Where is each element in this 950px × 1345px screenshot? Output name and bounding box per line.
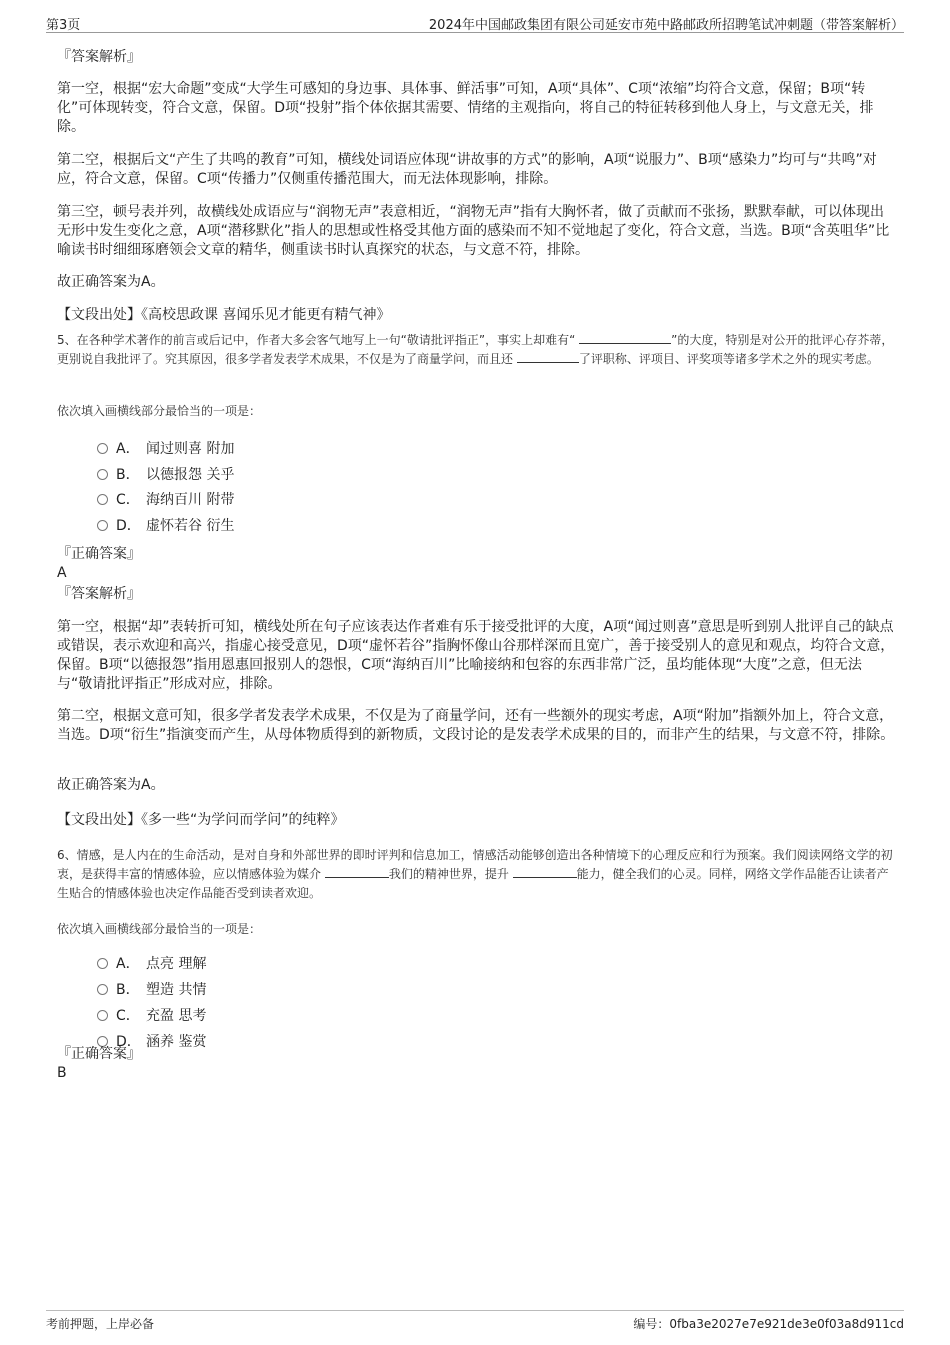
page-header [46, 14, 904, 33]
radio-icon[interactable] [97, 469, 108, 480]
q4-conclusion: 故正确答案为A。 [57, 274, 165, 290]
q5-option-d[interactable]: D． 虚怀若谷 衍生 [97, 517, 234, 535]
q4-analysis-p1: 第一空，根据“宏大命题”变成“大学生可感知的身边事、具体事、鲜活事”可知，A项“具体”、C项“浓缩”均符合文意，保留；B项“转化”可体现转变，符合文意，保留。D项“投射”指个体依据其需要、情绪的主观指向，将自己的特征转移到他人身上，与文意无关，排除。 [57, 81, 874, 135]
q6-blank-2 [513, 865, 577, 878]
radio-icon[interactable] [97, 1010, 108, 1021]
q5-question: 5、在各种学术著作的前言或后记中，作者大多会客气地写上一句“敬请批评指正”，事实上却难有“ ”的大度，特别是对公开的批评心存芥蒂，更别说自我批评了。究其原因，很多学者发表学术成果，不仅是为了商量学问，而且还 了评职称、评项目、评奖项等诸多学术之外的现实考虑。 [57, 333, 894, 366]
q5-analysis-p2: 第二空，根据文意可知，很多学者发表学术成果，不仅是为了商量学问，还有一些额外的现实考虑，A项“附加”指额外加上，符合文意，当选。D项“衍生”指演变而产生，从母体物质得到的新物质，文段讨论的是发表学术成果的目的，而非产生的结果，与文意不符，排除。 [57, 708, 895, 743]
q5-blank-2 [517, 350, 579, 363]
q6-option-a[interactable]: A． 点亮 理解 [97, 955, 206, 973]
q5-answer-label: 『正确答案』 [57, 546, 141, 562]
radio-icon[interactable] [97, 520, 108, 531]
document-title: 2024年中国邮政集团有限公司延安市苑中路邮政所招聘笔试冲刺题（带答案解析） [428, 18, 904, 33]
q6-question: 6、情感，是人内在的生命活动，是对自身和外部世界的即时评判和信息加工，情感活动能够创造出各种情境下的心理反应和行为预案。我们阅读网络文学的初衷，是获得丰富的情感体验，应以情感体验为媒介 我们的精神世界，提升 能力，健全我们的心灵。同样，网络文学作品能否让读者产生贴合的情感体验也决定作品能否受到读者欢迎。 [57, 848, 893, 900]
radio-icon[interactable] [97, 958, 108, 969]
q6-answer-label: 『正确答案』 [57, 1046, 141, 1062]
q4-analysis-p3: 第三空，顿号表并列，故横线处成语应与“润物无声”表意相近，“润物无声”指有大胸怀者，做了贡献而不张扬，默默奉献，可以体现出无形中发生变化之意，A项“潜移默化”指人的思想或性格受其他方面的感染而不知不觉地起了变化，符合文意，当选。B项“含英咀华”比喻读书时细细琢磨领会文章的精华，侧重读书时认真探究的状态，与文意不符，排除。 [57, 204, 890, 258]
radio-icon[interactable] [97, 443, 108, 454]
q6-blank-1 [325, 865, 389, 878]
q5-source: 【文段出处】《多一些“为学问而学问”的纯粹》 [57, 812, 345, 828]
q5-blank-1 [579, 331, 671, 344]
q5-conclusion: 故正确答案为A。 [57, 777, 165, 793]
footer-slogan: 考前押题，上岸必备 [46, 1317, 155, 1331]
page-footer [46, 1310, 904, 1335]
radio-icon[interactable] [97, 494, 108, 505]
q5-answer: A [57, 565, 67, 581]
q5-prompt: 依次填入画横线部分最恰当的一项是： [57, 404, 262, 418]
q5-analysis-p1: 第一空，根据“却”表转折可知，横线处所在句子应该表达作者难有乐于接受批评的大度，A项“闻过则喜”意思是听到别人批评自己的缺点或错误，表示欢迎和高兴，指虚心接受意见，D项“虚怀若谷”指胸怀像山谷那样深而且宽广，善于接受别人的意见和观点，均符合文意，保留。B项“以德报怨”指用恩惠回报别人的怨恨，C项“海纳百川”比喻接纳和包容的东西非常广泛，虽均能体现“大度”之意，但无法与“敬请批评指正”形成对应，排除。 [57, 619, 895, 692]
q4-analysis-label: 『答案解析』 [57, 49, 141, 65]
q6-option-c[interactable]: C． 充盈 思考 [97, 1007, 206, 1025]
q5-analysis-label: 『答案解析』 [57, 586, 141, 602]
q5-option-b[interactable]: B． 以德报怨 关乎 [97, 466, 234, 484]
q6-option-b[interactable]: B． 塑造 共情 [97, 981, 206, 999]
q4-source: 【文段出处】《高校思政课 喜闻乐见才能更有精气神》 [57, 307, 391, 323]
document-id: 编号：0fba3e2027e7e921de3e0f03a8d911cd [633, 1317, 904, 1331]
q6-option-d[interactable]: D． 涵养 鉴赏 [97, 1033, 206, 1051]
radio-icon[interactable] [97, 984, 108, 995]
q5-option-a[interactable]: A． 闻过则喜 附加 [97, 440, 234, 458]
page-number: 第3页 [46, 18, 81, 33]
q6-prompt: 依次填入画横线部分最恰当的一项是： [57, 922, 262, 936]
q4-analysis-p2: 第二空，根据后文“产生了共鸣的教育”可知，横线处词语应体现“讲故事的方式”的影响，A项“说服力”、B项“感染力”均可与“共鸣”对应，符合文意，保留。C项“传播力”仅侧重传播范围大，而无法体现影响，排除。 [57, 152, 877, 187]
q6-answer: B [57, 1065, 67, 1081]
q5-option-c[interactable]: C． 海纳百川 附带 [97, 491, 234, 509]
